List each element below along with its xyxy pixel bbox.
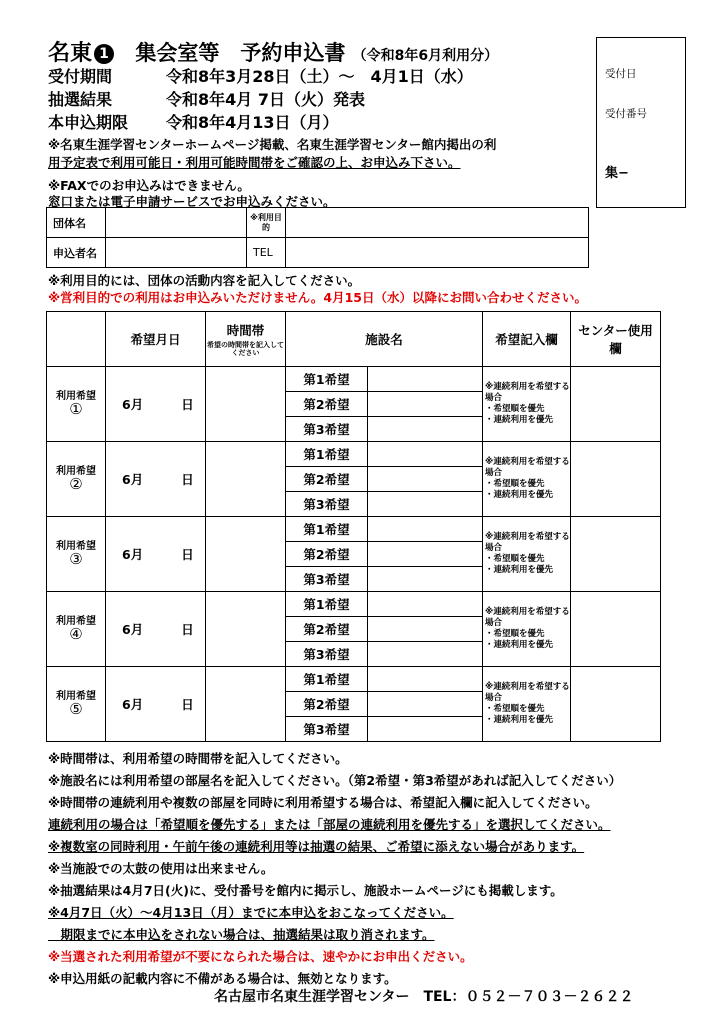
receipt-date-label: 受付日 [605, 68, 637, 80]
request-label: 利用希望 ④ [47, 592, 106, 667]
preference-rank: 第1希望 [286, 367, 368, 392]
lottery-result: 抽選結果 令和8年4月 7日（火）発表 [48, 90, 365, 109]
request-time-field[interactable] [206, 442, 286, 517]
note-time: ※時間帯は、利用希望の時間帯を記入してください。 [48, 751, 348, 766]
facility-name-field[interactable] [368, 692, 483, 717]
header-blank [47, 312, 106, 367]
header-preference: 希望記入欄 [483, 312, 571, 367]
reception-period: 受付期間 令和8年3月28日（土）～ 4月1日（水） [48, 67, 473, 86]
facility-name-field[interactable] [368, 492, 483, 517]
request-label: 利用希望 ② [47, 442, 106, 517]
note-schedule-1: ※名東生涯学習センターホームページ掲載、名東生涯学習センター館内掲出の利 [48, 137, 497, 152]
commercial-note: ※営利目的での利用はお申込みいただけません。4月15日（水）以降にお問い合わせください。 [48, 290, 587, 305]
receipt-shu-label: 集− [605, 166, 629, 181]
purpose-field[interactable] [286, 208, 589, 238]
header-time: 時間帯 希望の時間帯を記入してください [206, 312, 286, 367]
request-time-field[interactable] [206, 367, 286, 442]
facility-name-field[interactable] [368, 467, 483, 492]
group-name-label: 団体名 [47, 208, 106, 238]
preference-rank: 第2希望 [286, 392, 368, 417]
note-invalid: ※申込用紙の記載内容に不備がある場合は、無効となります。 [48, 971, 397, 986]
facility-name-field[interactable] [368, 417, 483, 442]
facility-name-field[interactable] [368, 442, 483, 467]
preference-rank: 第1希望 [286, 667, 368, 692]
request-row [47, 367, 661, 392]
preference-rank: 第3希望 [286, 642, 368, 667]
center-use-field [571, 367, 661, 442]
note-continuous-choice: 連続利用の場合は「希望順を優先する」または「部屋の連続利用を優先する」を選択してください。 [48, 817, 611, 832]
reservation-table [46, 311, 661, 742]
number-badge: 1 [94, 44, 114, 64]
header-date: 希望月日 [106, 312, 206, 367]
request-label: 利用希望 ③ [47, 517, 106, 592]
applicant-field[interactable] [106, 238, 247, 268]
center-use-field [571, 517, 661, 592]
note-period: ※4月7日（火）～4月13日（月）までに本申込をおこなってください。 [48, 905, 454, 920]
tel-field[interactable] [286, 238, 589, 268]
note-schedule-2: 用予定表で利用可能日・利用可能時間帯をご確認の上、お申込み下さい。 [48, 155, 461, 170]
preference-rank: 第2希望 [286, 467, 368, 492]
preference-options[interactable]: ※連続利用を希望する場合 ・希望順を優先 ・連続利用を優先 [483, 367, 571, 442]
center-use-field [571, 442, 661, 517]
center-use-field [571, 667, 661, 742]
facility-name-field[interactable] [368, 542, 483, 567]
request-row [47, 517, 661, 542]
group-name-field[interactable] [106, 208, 247, 238]
preference-rank: 第3希望 [286, 417, 368, 442]
request-time-field[interactable] [206, 667, 286, 742]
receipt-box [596, 37, 686, 208]
request-label: 利用希望 ① [47, 367, 106, 442]
request-date-field[interactable]: 6月 日 [106, 367, 206, 442]
application-deadline: 本申込期限 令和8年4月13日（月） [48, 113, 339, 132]
preference-options[interactable]: ※連続利用を希望する場合 ・希望順を優先 ・連続利用を優先 [483, 667, 571, 742]
facility-name-field[interactable] [368, 517, 483, 542]
note-multi-room: ※複数室の同時利用・午前午後の連続利用等は抽選の結果、ご希望に添えない場合があります。 [48, 839, 585, 854]
facility-name-field[interactable] [368, 592, 483, 617]
note-lottery: ※抽選結果は4月7日(火)に、受付番号を館内に掲示し、施設ホームページにも掲載します。 [48, 883, 563, 898]
preference-rank: 第1希望 [286, 592, 368, 617]
preference-options[interactable]: ※連続利用を希望する場合 ・希望順を優先 ・連続利用を優先 [483, 442, 571, 517]
purpose-label: ※利用目的 [247, 208, 286, 238]
note-cancel: 期限までに本申込をされない場合は、抽選結果は取り消されます。 [48, 927, 435, 942]
note-facility: ※施設名には利用希望の部屋名を記入してください。（第2希望・第3希望があれば記入してください） [48, 773, 622, 788]
purpose-note: ※利用目的には、団体の活動内容を記入してください。 [48, 273, 361, 288]
request-row [47, 592, 661, 617]
preference-rank: 第3希望 [286, 492, 368, 517]
applicant-label: 申込者名 [47, 238, 106, 268]
note-continuous: ※時間帯の連続利用や複数の部屋を同時に利用希望する場合は、希望記入欄に記入してください。 [48, 795, 598, 810]
preference-options[interactable]: ※連続利用を希望する場合 ・希望順を優先 ・連続利用を優先 [483, 517, 571, 592]
notes-section [48, 748, 688, 990]
center-use-field [571, 592, 661, 667]
facility-name-field[interactable] [368, 667, 483, 692]
preference-rank: 第2希望 [286, 617, 368, 642]
facility-name-field[interactable] [368, 717, 483, 742]
preference-rank: 第1希望 [286, 442, 368, 467]
preference-options[interactable]: ※連続利用を希望する場合 ・希望順を優先 ・連続利用を優先 [483, 592, 571, 667]
organization-table [46, 207, 589, 268]
request-date-field[interactable]: 6月 日 [106, 442, 206, 517]
facility-name-field[interactable] [368, 642, 483, 667]
request-label: 利用希望 ⑤ [47, 667, 106, 742]
receipt-number-label: 受付番号 [605, 108, 647, 120]
preference-rank: 第2希望 [286, 542, 368, 567]
footer-contact: 名古屋市名東生涯学習センター TEL：０５２－７０３－２６２２ [214, 989, 634, 1005]
facility-name-field[interactable] [368, 367, 483, 392]
request-row [47, 442, 661, 467]
header-facility: 施設名 [286, 312, 483, 367]
document-title: 名東 1 集会室等 予約申込書 （令和8年6月利用分） [48, 41, 499, 66]
request-date-field[interactable]: 6月 日 [106, 667, 206, 742]
note-fax: ※FAXでのお申込みはできません。 [48, 178, 250, 193]
facility-name-field[interactable] [368, 617, 483, 642]
request-date-field[interactable]: 6月 日 [106, 517, 206, 592]
preference-rank: 第3希望 [286, 717, 368, 742]
note-window: 窓口または電子申請サービスでお申込みください。 [48, 194, 336, 209]
tel-label: TEL [247, 238, 286, 268]
note-unneeded: ※当選された利用希望が不要になられた場合は、速やかにお申出ください。 [48, 949, 473, 964]
facility-name-field[interactable] [368, 392, 483, 417]
preference-rank: 第2希望 [286, 692, 368, 717]
request-row [47, 667, 661, 692]
note-drum: ※当施設での太鼓の使用は出来ません。 [48, 861, 274, 876]
header-center: センター使用欄 [571, 312, 661, 367]
request-time-field[interactable] [206, 592, 286, 667]
facility-name-field[interactable] [368, 567, 483, 592]
preference-rank: 第3希望 [286, 567, 368, 592]
preference-rank: 第1希望 [286, 517, 368, 542]
request-date-field[interactable]: 6月 日 [106, 592, 206, 667]
request-time-field[interactable] [206, 517, 286, 592]
